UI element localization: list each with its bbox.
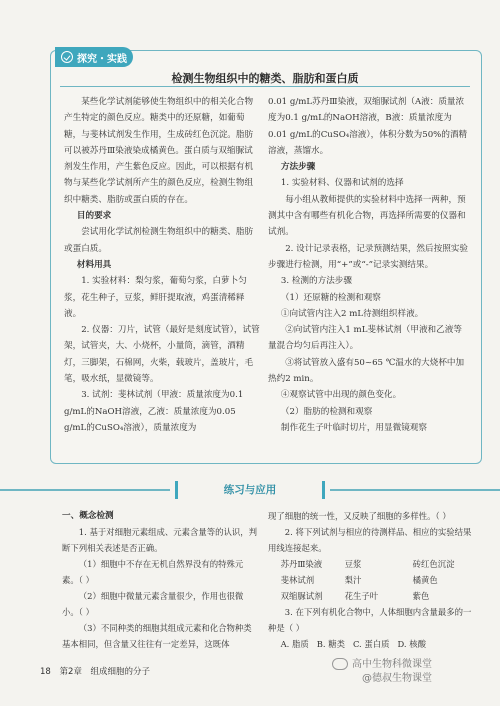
page-footer xyxy=(40,665,150,677)
question-1c-continued: 现了细胞的统一性，又反映了细胞的多样性。（ ） xyxy=(268,511,451,521)
question-1b: （2）细胞中微量元素含量很少，作用也很微小。（ ） xyxy=(62,591,244,617)
table-cell: 双缩脲试剂 xyxy=(280,591,323,601)
method-heading: 方法步骤 xyxy=(280,162,316,173)
practice-right-column xyxy=(268,94,468,436)
exercise-left-column xyxy=(62,508,258,652)
step-3a-3: ③将试管放入盛有50~65 ℃温水的大烧杯中加热约2 min。 xyxy=(268,357,465,385)
materials-item-2: 2. 仪器：刀片，试管（最好是刻度试管），试管架，试管夹，大、小烧杯，小量筒，滴管，酒精灯，三脚架，石棉网，火柴，载玻片，盖玻片，毛笔，吸水纸，显微镜等。 xyxy=(64,325,260,385)
wechat-icon xyxy=(332,658,348,670)
step-3b-1: 制作花生子叶临时切片，用显微镜观察 xyxy=(280,422,427,433)
table-cell: 苏丹Ⅲ染液 xyxy=(280,559,323,569)
question-1a: （1）细胞中不存在无机自然界没有的特殊元素。（ ） xyxy=(62,559,244,585)
goal-heading: 目的要求 xyxy=(76,211,112,222)
step-3a-1: ①向试管内注入2 mL待测组织样液。 xyxy=(280,308,424,319)
question-2: 2. 将下列试剂与相应的待测样品、相应的实验结果用线连接起来。 xyxy=(268,527,472,553)
step-1-body: 每小组从教师提供的实验材料中选择一两种，预测其中含有哪些有机化合物，再选择所需要的仪器和试剂。 xyxy=(268,194,466,238)
table-cell: 橘黄色 xyxy=(412,575,438,585)
page-number: 18 xyxy=(40,667,51,677)
table-cell: 豆浆 xyxy=(344,559,362,569)
step-3a-2: ②向试管内注入1 mL斐林试剂（甲液和乙液等量混合均匀后再注入）。 xyxy=(268,325,462,352)
table-cell: 紫色 xyxy=(412,591,430,601)
chapter-label: 第2章 组成细胞的分子 xyxy=(59,667,150,677)
option-d: D. 核酸 xyxy=(397,639,427,649)
intro-paragraph: 某些化学试剂能够使生物组织中的相关化合物产生特定的颜色反应。糖类中的还原糖，如葡萄糖，与斐林试剂发生作用，生成砖红色沉淀。脂肪可以被苏丹Ⅲ染液染成橘黄色。蛋白质与双缩脲试剂发生作用，产生紫色反应。因此，可以根据有机物与某些化学试剂所产生的颜色反应，检测生物组织中糖类、脂肪或蛋白质的存在。 xyxy=(64,97,254,205)
matching-table xyxy=(281,556,473,604)
option-c: C. 蛋白质 xyxy=(352,639,390,649)
title-divider xyxy=(60,86,470,87)
step-3a-4: ④观察试管中出现的颜色变化。 xyxy=(280,390,402,401)
table-cell: 梨汁 xyxy=(344,575,362,585)
practice-left-column xyxy=(64,94,260,436)
materials-heading: 材料用具 xyxy=(76,259,112,270)
header-rule-right xyxy=(330,489,500,491)
watermark-line-2: @德叔生物课堂 xyxy=(362,673,432,684)
option-a: A. 脂质 xyxy=(280,639,309,649)
exercise-right-column xyxy=(268,508,473,652)
materials-item-3: 3. 试剂：斐林试剂（甲液：质量浓度为0.1 g/mL的NaOH溶液，乙液：质量浓度为0.05 g/mL的CuSO₄溶液），质量浓度为 xyxy=(64,390,244,433)
question-3-options xyxy=(268,636,473,652)
step-3a: （1）还原糖的检测和观察 xyxy=(280,292,381,303)
watermark xyxy=(332,658,432,686)
question-1c: （3）不同种类的细胞其组成元素和化合物种类基本相同，但含量又往往有一定差异，这既体 xyxy=(62,623,252,649)
practice-tag-label: 探究・实践 xyxy=(77,53,127,65)
practice-tag xyxy=(55,47,133,67)
step-2: 2. 设计记录表格，记录预测结果，然后按照实验步骤进行检测，用“+”或“-”记录实测结果。 xyxy=(268,243,468,270)
question-3: 3. 在下列有机化合物中，人体细胞内含量最多的一种是（ ） xyxy=(268,607,472,633)
step-3b: （2）脂肪的检测和观察 xyxy=(280,406,373,417)
goal-text: 尝试用化学试剂检测生物组织中的糖类、脂肪或蛋白质。 xyxy=(64,227,254,254)
step-3: 3. 检测的方法步骤 xyxy=(280,276,352,287)
option-b: B. 糖类 xyxy=(316,639,345,649)
table-cell: 花生子叶 xyxy=(344,591,379,601)
check-circle-icon xyxy=(61,51,73,63)
exercise-header xyxy=(0,480,500,500)
watermark-line-1: 高中生物科微课堂 xyxy=(352,659,432,670)
concept-heading: 一、概念检测 xyxy=(62,511,114,521)
header-rule-left xyxy=(0,489,170,491)
table-cell: 斐林试剂 xyxy=(280,575,315,585)
question-1: 1. 基于对细胞元素组成、元素含量等的认识，判断下列相关表述是否正确。 xyxy=(62,527,257,553)
exercise-label: 练习与应用 xyxy=(175,481,325,499)
practice-title: 检测生物组织中的糖类、脂肪和蛋白质 xyxy=(171,72,359,85)
table-cell: 砖红色沉淀 xyxy=(412,559,455,569)
step-1: 1. 实验材料、仪器和试剂的选择 xyxy=(280,178,404,189)
materials-item-1: 1. 实验材料：梨匀浆，葡萄匀浆，白萝卜匀浆，花生种子，豆浆，鲜肝提取液，鸡蛋清稀释液。 xyxy=(64,276,247,319)
materials-item-3-continued: 0.01 g/mL苏丹Ⅲ染液，双缩脲试剂（A液：质量浓度为0.1 g/mL的NaOH溶液，B液：质量浓度为0.01 g/mL的CuSO₄溶液），体积分数为50%的酒精溶液，蒸馏水。 xyxy=(268,97,468,156)
